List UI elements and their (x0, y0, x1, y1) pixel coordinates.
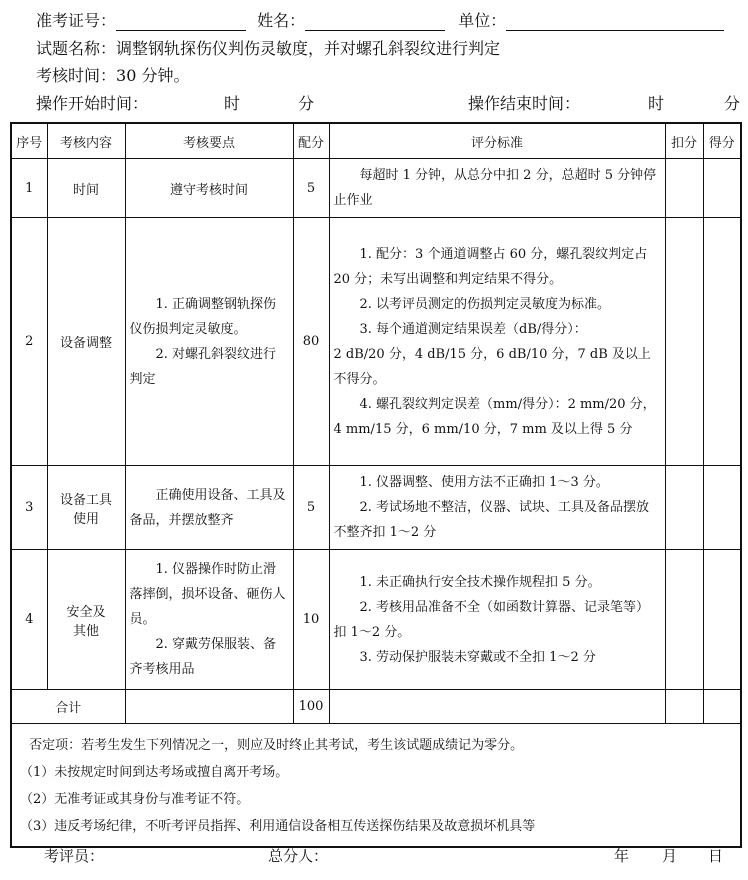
col-content: 考核内容 (47, 123, 125, 159)
end-hour-label: 时 (648, 94, 665, 113)
row-points (125, 466, 293, 550)
total-scorer-label: 总分人： (268, 847, 329, 865)
col-score: 配分 (293, 123, 329, 159)
row-no: 4 (11, 550, 47, 690)
total-criteria-blank (329, 690, 665, 724)
row-no: 1 (11, 159, 47, 218)
deduct-cell[interactable] (665, 466, 703, 550)
exam-title (36, 36, 500, 59)
veto-notes (11, 724, 741, 848)
end-time-label: 操作结束时间： (468, 94, 581, 113)
col-points: 考核要点 (125, 123, 293, 159)
unit-label: 单位： (458, 11, 507, 30)
point-item: 2. 穿戴劳保服装、备齐考核用品 (129, 637, 277, 677)
start-time-label: 操作开始时间： (36, 94, 149, 113)
earned-cell[interactable] (703, 550, 741, 690)
criteria-item: 2. 以考评员测定的伤损判定灵敏度为标准。 (359, 296, 611, 312)
year-label: 年 (614, 847, 630, 865)
criteria-item: 3. 每个通道测定结果误差（dB/得分）： (359, 321, 587, 337)
row-criteria (329, 550, 665, 690)
col-deduct: 扣分 (665, 123, 703, 159)
unit-field[interactable] (506, 12, 724, 31)
total-row (11, 690, 741, 724)
title-label: 试题名称： (36, 39, 117, 58)
title-value: 调整钢轨探伤仪判伤灵敏度，并对螺孔斜裂纹进行判定 (116, 39, 501, 58)
point-item: 正确使用设备、工具及备品，并摆放整齐 (129, 487, 286, 528)
point-item: 1. 仪器操作时防止滑落摔倒，损坏设备、砸伤人员。 (129, 562, 286, 627)
row-criteria (329, 218, 665, 466)
earned-cell[interactable] (703, 218, 741, 466)
deduct-cell[interactable] (665, 550, 703, 690)
criteria-item: 3. 劳动保护服装未穿戴或不全扣 1～2 分 (359, 649, 596, 665)
criteria-item: 每超时 1 分钟，从总分中扣 2 分，总超时 5 分钟停止作业 (333, 168, 657, 208)
table-row (11, 218, 741, 466)
criteria-item: 1. 配分：3 个通道调整占 60 分，螺孔裂纹判定占 20 分；未写出调整和判定结果不得分。 (333, 246, 648, 287)
duration-value: 30 分钟。 (116, 66, 190, 85)
criteria-item: 2 dB/20 分，4 dB/15 分，6 dB/10 分，7 dB 及以上不得分。 (333, 346, 651, 387)
criteria-item: 2. 考核用品准备不全（如函数计算器、记录笔等）扣 1～2 分。 (333, 599, 650, 640)
duration-label: 考核时间： (36, 66, 117, 85)
name-field[interactable] (305, 12, 445, 31)
earned-cell[interactable] (703, 159, 741, 218)
row-score: 10 (293, 550, 329, 690)
veto-item: （1）未按规定时间到达考场或擅自离开考场。 (20, 765, 289, 780)
row-points (125, 218, 293, 466)
point-item: 1. 正确调整钢轨探伤仪伤损判定灵敏度。 (129, 296, 277, 337)
row-no: 2 (11, 218, 47, 466)
col-criteria: 评分标准 (329, 123, 665, 159)
exam-no-field[interactable] (116, 12, 246, 31)
start-minute-label: 分 (298, 94, 315, 113)
veto-item: （3）违反考场纪律，不听考评员指挥、利用通信设备相互传送探伤结果及故意损坏机具等 (20, 819, 536, 834)
total-label: 合计 (11, 690, 125, 724)
notes-row (11, 724, 741, 848)
veto-item: （2）无准考证或其身份与准考证不符。 (20, 792, 250, 807)
criteria-item: 1. 仪器调整、使用方法不正确扣 1～3 分。 (359, 475, 609, 490)
row-criteria (329, 466, 665, 550)
header-line-1 (36, 8, 724, 31)
point-item: 2. 对螺孔斜裂纹进行判定 (129, 346, 277, 387)
scoring-table (10, 122, 742, 848)
table-row (11, 550, 741, 690)
total-blank (125, 690, 293, 724)
month-label: 月 (662, 847, 678, 865)
name-label: 姓名： (257, 11, 306, 30)
row-points: 遵守考核时间 (125, 159, 293, 218)
table-row (11, 159, 741, 218)
deduct-cell[interactable] (665, 159, 703, 218)
col-no: 序号 (11, 123, 47, 159)
table-row (11, 466, 741, 550)
exam-duration (36, 63, 189, 86)
examiner-label: 考评员： (44, 847, 105, 865)
criteria-item: 1. 未正确执行安全技术操作规程扣 5 分。 (359, 574, 601, 590)
row-score: 80 (293, 218, 329, 466)
table-header-row (11, 123, 741, 159)
row-criteria (329, 159, 665, 218)
row-content: 设备工具使用 (47, 466, 125, 550)
row-content: 时间 (47, 159, 125, 218)
total-deduct-cell[interactable] (665, 690, 703, 724)
total-earned-cell[interactable] (703, 690, 741, 724)
deduct-cell[interactable] (665, 218, 703, 466)
row-no: 3 (11, 466, 47, 550)
criteria-item: 4. 螺孔裂纹判定误差（mm/得分）：2 mm/20 分，4 mm/15 分，6 mm/10 分，7 mm 及以上得 5 分 (333, 396, 656, 437)
row-points (125, 550, 293, 690)
total-score: 100 (293, 690, 329, 724)
row-score: 5 (293, 159, 329, 218)
row-content: 安全及其他 (47, 550, 125, 690)
end-minute-label: 分 (724, 94, 741, 113)
day-label: 日 (708, 847, 724, 865)
row-score: 5 (293, 466, 329, 550)
col-earned: 得分 (703, 123, 741, 159)
veto-intro: 否定项：若考生发生下列情况之一，则应及时终止其考试，考生该试题成绩记为零分。 (29, 738, 524, 753)
row-content: 设备调整 (47, 218, 125, 466)
start-hour-label: 时 (224, 94, 241, 113)
exam-no-label: 准考证号： (36, 11, 117, 30)
earned-cell[interactable] (703, 466, 741, 550)
criteria-item: 2. 考试场地不整洁，仪器、试块、工具及备品摆放不整齐扣 1～2 分 (333, 500, 650, 540)
